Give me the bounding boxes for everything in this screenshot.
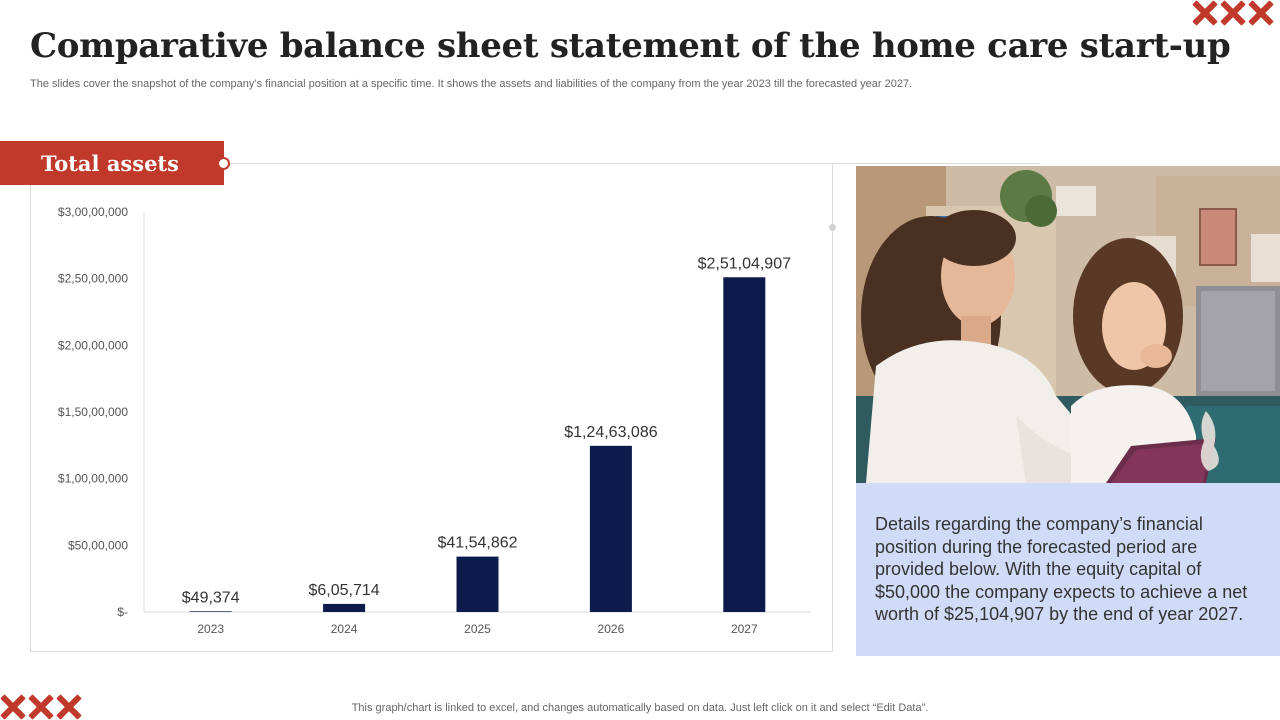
x-cross-icon bbox=[1220, 0, 1246, 26]
data-label-2026: $1,24,63,086 bbox=[564, 423, 658, 441]
y-tick-label: $50,00,000 bbox=[67, 538, 128, 553]
data-label-2027: $2,51,04,907 bbox=[697, 255, 792, 273]
bar-chart[interactable] bbox=[31, 164, 834, 652]
x-tick-label-2025: 2025 bbox=[464, 622, 491, 636]
section-dot bbox=[217, 157, 230, 170]
data-label-2024: $6,05,714 bbox=[308, 581, 380, 599]
details-panel bbox=[856, 483, 1280, 656]
bottom-cross-decoration bbox=[0, 694, 82, 720]
y-tick-label: $3,00,00,000 bbox=[57, 205, 128, 219]
photo-illustration bbox=[856, 166, 1280, 483]
y-tick-label: $1,50,00,000 bbox=[57, 405, 128, 419]
page-subtitle: The slides cover the snapshot of the company’s financial position at a specific time. It shows the assets and liabilities of the company from the year 2023 till the forecasted year 2027. bbox=[30, 78, 913, 90]
footer-note: This graph/chart is linked to excel, and changes automatically based on data. Just left click on it and select “Edit Data”. bbox=[351, 702, 929, 714]
y-tick-label: $1,00,00,000 bbox=[57, 471, 128, 486]
x-cross-icon bbox=[1248, 0, 1274, 26]
page-title: Comparative balance sheet statement of the home care start-up bbox=[30, 26, 1231, 66]
x-cross-icon bbox=[0, 694, 26, 720]
bar-2026[interactable] bbox=[590, 446, 632, 612]
chart-corner-dot bbox=[829, 224, 836, 231]
bar-2027[interactable] bbox=[723, 277, 765, 612]
section-label: Total assets bbox=[0, 141, 224, 185]
bar-2025[interactable] bbox=[457, 557, 499, 612]
details-text: Details regarding the company’s financial position during the forecasted period are provided below. With the equity capital of $50,000 the company expects to achieve a net worth of $25,104,907 by the end of year 2027. bbox=[875, 514, 1248, 624]
x-tick-label-2026: 2026 bbox=[597, 622, 625, 636]
x-cross-icon bbox=[1192, 0, 1218, 26]
x-tick-label-2023: 2023 bbox=[197, 622, 225, 636]
y-tick-label: $2,00,00,000 bbox=[57, 338, 128, 353]
photo-mother-daughter-laptop bbox=[856, 166, 1280, 483]
data-label-2025: $41,54,862 bbox=[437, 534, 518, 552]
x-tick-label-2027: 2027 bbox=[730, 622, 758, 636]
section-divider bbox=[224, 163, 1040, 164]
y-tick-label: $- bbox=[117, 605, 128, 619]
bar-2023[interactable] bbox=[190, 611, 232, 612]
x-cross-icon bbox=[56, 694, 82, 720]
top-cross-decoration bbox=[1192, 0, 1274, 26]
chart-panel[interactable] bbox=[30, 164, 833, 652]
y-tick-label: $2,50,00,000 bbox=[57, 271, 128, 286]
bar-2024[interactable] bbox=[323, 604, 365, 612]
x-tick-label-2024: 2024 bbox=[330, 622, 358, 636]
x-cross-icon bbox=[28, 694, 54, 720]
data-label-2023: $49,374 bbox=[181, 589, 240, 607]
